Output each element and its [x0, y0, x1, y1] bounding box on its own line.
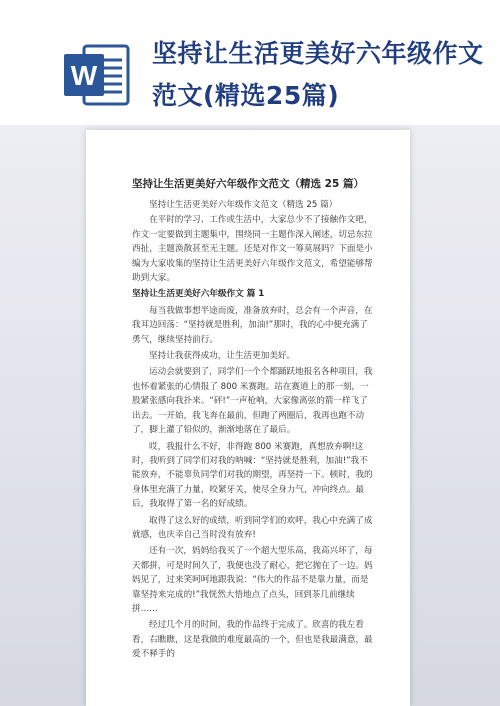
- document-title: 坚持让生活更美好六年级作文范文（精选 25 篇）: [132, 178, 364, 190]
- page-title-line-2: 范文(精选25篇): [152, 81, 340, 110]
- body-paragraph: 取得了这么好的成绩，听到同学们的欢呼，我心中充满了成就感，也庆幸自己当时没有放弃!: [132, 515, 373, 540]
- body-paragraph: 哎，我报什么不好，非得跑 800 米赛跑，真想放弃啊!这时，我听到了同学们对我的呐喊：“坚持就是胜利，加油!”我不能放弃，不能辜负同学们对我的期望，再坚持一下。顿时，我的身体里充满了力量，咬紧牙关，使尽全身力气，冲向终点。最后，我取得了第一名的好成绩。: [132, 441, 373, 510]
- svg-text:W: W: [70, 60, 98, 91]
- document-body: [132, 198, 374, 664]
- page-title-line-1: 坚持让生活更美好六年级作文: [152, 39, 484, 68]
- body-paragraph: 经过几个月的时间，我的作品终于完成了。欣喜的我左看看，右瞧瞧，这是我做的难度最高的一个，但也是我最满意，最爱不释手的: [132, 620, 373, 660]
- header-banner: [0, 0, 500, 125]
- intro-subtitle: 坚持让生活更美好六年级作文范文（精选 25 篇）: [149, 200, 338, 210]
- body-paragraph: 还有一次，妈妈给我买了一个超大型乐高，我高兴坏了，每天都拼，可是时间久了，我便也没了耐心，把它抛在了一边。妈妈见了，过来笑呵呵地跟我说：“伟大的作品不是靠力量，而是靠坚持来完成的!”我恍然大悟地点了点头，回到茶几前继续拼……: [132, 546, 373, 614]
- body-paragraph: 每当我做事想半途而废，准备放弃时，总会有一个声音，在我耳边回荡：“坚持就是胜利，加油!”那时，我的心中便充满了勇气，继续坚持前行。: [132, 305, 373, 345]
- document-page: [86, 130, 410, 706]
- word-document-icon: [62, 40, 132, 110]
- intro-paragraph: 在平时的学习、工作或生活中，大家总少不了接触作文吧，作文一定要做到主题集中，围绕同一主题作深入阐述，切忌东拉西扯，主题涣散甚至无主题。还是对作文一筹莫展吗？下面是小编为大家收集的坚持让生活更美好六年级作文范文，希望能够帮助到大家。: [132, 215, 373, 284]
- body-paragraph: 运动会就要到了，同学们一个个都踊跃地报名各种项目，我也怀着紧张的心情报了 800 米赛跑。站在赛道上的那一刻，一股紧张感向我扑来。“砰!”一声枪响，大家像离弦的箭一样飞了出去。一开始，我飞奔在最前，但跑了两圈后，我再也跑不动了，脚上灌了铅似的，渐渐地落在了最后。: [132, 367, 373, 436]
- body-paragraph: 坚持让我获得成功，让生活更加美好。: [149, 351, 296, 362]
- section-heading: 坚持让生活更美好六年级作文 篇 1: [132, 289, 265, 300]
